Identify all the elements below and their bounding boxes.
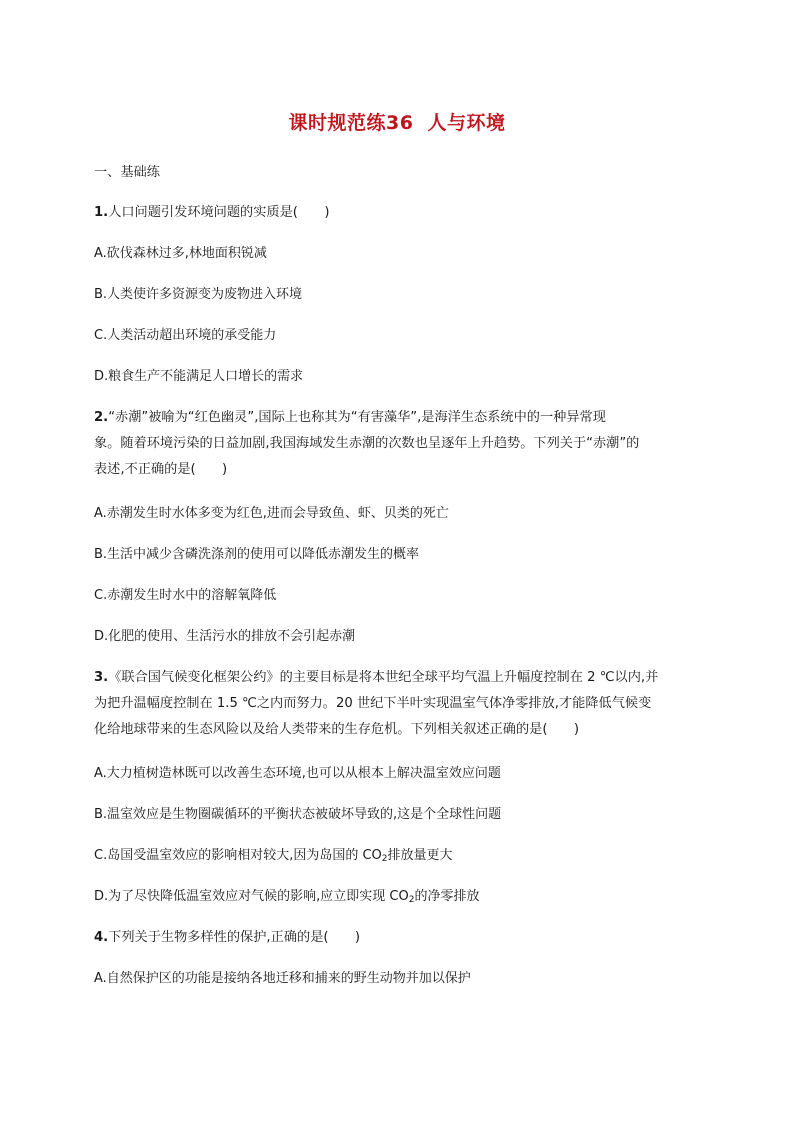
question-1-option-d: D.粮食生产不能满足人口增长的需求: [94, 369, 304, 384]
question-1-option-c: C.人类活动超出环境的承受能力: [94, 328, 277, 343]
question-3-option-c-post: 排放量更大: [387, 848, 453, 863]
question-1-option-a: A.砍伐森林过多,林地面积锐减: [94, 246, 267, 261]
question-4-stem: [94, 928, 706, 948]
question-3-option-c-pre: C.岛国受温室效应的影响相对较大,因为岛国的 CO: [94, 848, 382, 863]
question-3-stem-line-2: 为把升温幅度控制在 1.5 ℃之内而努力。20 世纪下半叶实现温室气体净零排放,才能降低气候变: [94, 696, 652, 711]
question-3-option-b: B.温室效应是生物圈碳循环的平衡状态被破坏导致的,这是个全球性问题: [94, 807, 502, 822]
page-title: [0, 108, 794, 135]
question-2-option-a: A.赤潮发生时水体多变为红色,进而会导致鱼、虾、贝类的死亡: [94, 506, 449, 521]
question-1-text: 人口问题引发环境问题的实质是( ): [108, 205, 330, 220]
question-2-option-c: C.赤潮发生时水中的溶解氧降低: [94, 588, 277, 603]
question-2-stem-line-2: 象。随着环境污染的日益加剧,我国海域发生赤潮的次数也呈逐年上升趋势。下列关于“赤潮”的: [94, 436, 640, 451]
question-2-option-b: B.生活中减少含磷洗涤剂的使用可以降低赤潮发生的概率: [94, 547, 420, 562]
question-4-number: 4.: [94, 930, 109, 945]
question-3-option-d: [94, 887, 706, 907]
question-4-text: 下列关于生物多样性的保护,正确的是( ): [108, 930, 361, 945]
question-2-stem-line-3: 表述,不正确的是( ): [94, 462, 228, 477]
question-1-stem: [94, 203, 706, 223]
question-3-stem-line-1: [94, 668, 706, 688]
section-heading: 一、基础练: [94, 165, 160, 180]
question-2-stem-line-1: [94, 408, 706, 428]
question-1-number: 1.: [94, 205, 109, 220]
question-3-option-d-pre: D.为了尽快降低温室效应对气候的影响,应立即实现 CO: [94, 889, 409, 904]
title-main: 课时规范练36: [288, 112, 414, 134]
question-3-number: 3.: [94, 670, 109, 685]
question-3-option-c: [94, 846, 706, 866]
question-1-option-b: B.人类使许多资源变为废物进入环境: [94, 287, 303, 302]
question-3-option-c-sub: 2: [381, 854, 388, 864]
question-3-option-d-sub: 2: [408, 895, 415, 905]
question-2-option-d: D.化肥的使用、生活污水的排放不会引起赤潮: [94, 629, 356, 644]
question-2-text-1: “赤潮”被喻为“红色幽灵”,国际上也称其为“有害藻华”,是海洋生态系统中的一种异常现: [108, 410, 606, 425]
question-3-text-1: 《联合国气候变化框架公约》的主要目标是将本世纪全球平均气温上升幅度控制在 2 ℃以内,并: [108, 670, 659, 685]
question-3-option-d-post: 的净零排放: [414, 889, 480, 904]
question-2-number: 2.: [94, 410, 109, 425]
question-3-stem-line-3: 化给地球带来的生态风险以及给人类带来的生存危机。下列相关叙述正确的是( ): [94, 722, 580, 737]
question-4-option-a: A.自然保护区的功能是接纳各地迁移和捕来的野生动物并加以保护: [94, 971, 471, 986]
question-3-option-a: A.大力植树造林既可以改善生态环境,也可以从根本上解决温室效应问题: [94, 766, 501, 781]
title-sub: 人与环境: [427, 112, 506, 134]
